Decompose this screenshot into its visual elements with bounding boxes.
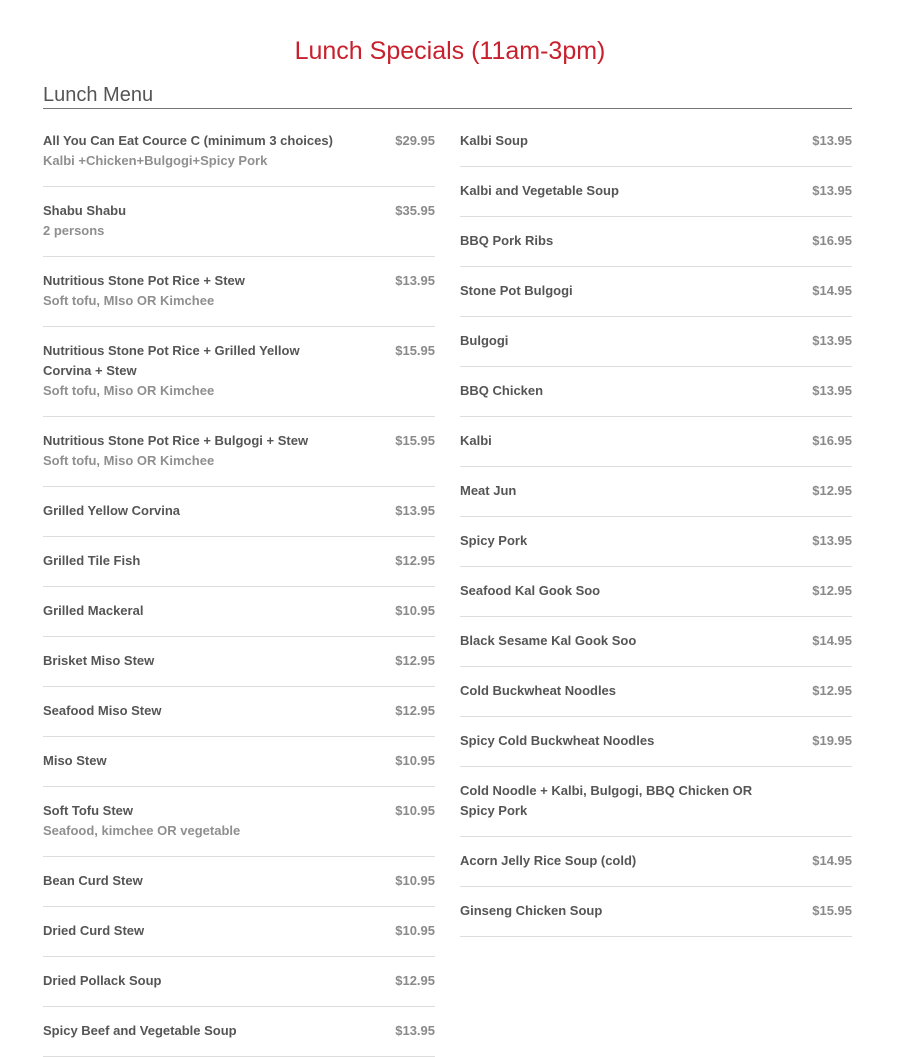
menu-item-name: Grilled Mackeral [43,603,144,618]
menu-item-row [43,651,435,671]
menu-item-price: $12.95 [395,973,435,988]
menu-item [460,467,852,517]
menu-item-description: Seafood, kimchee OR vegetable [43,823,241,838]
menu-item-name: Nutritious Stone Pot Rice + Stew [43,273,245,288]
menu-item [43,417,435,487]
menu-item-price: $12.95 [395,703,435,718]
menu-item-price: $13.95 [395,503,435,518]
menu-item-name: Kalbi and Vegetable Soup [460,183,619,198]
menu-item-row [460,781,852,821]
menu-item-name: Soft Tofu Stew [43,803,134,818]
menu-item-row [43,971,435,991]
menu-item-name: Kalbi [460,433,492,448]
menu-column-left [43,117,435,1057]
menu-item-name: Shabu Shabu [43,203,127,218]
menu-item-price: $13.95 [395,273,435,288]
menu-item-price: $12.95 [812,483,852,498]
menu-item-price: $16.95 [812,233,852,248]
menu-item-row [43,131,435,151]
menu-column-right [460,117,852,937]
menu-item-row [43,341,435,381]
menu-item-name: Spicy Beef and Vegetable Soup [43,1023,237,1038]
menu-item-price: $13.95 [812,383,852,398]
menu-item-row [460,681,852,701]
menu-item-price: $12.95 [395,553,435,568]
menu-item [43,737,435,787]
menu-item [43,537,435,587]
menu-item-row [43,871,435,891]
menu-item [460,837,852,887]
menu-item-name: Spicy Pork [460,533,528,548]
menu-item-row [460,181,852,201]
page-title: Lunch Specials (11am-3pm) [294,37,606,65]
menu-item-row [43,801,435,821]
menu-item-row [460,431,852,451]
menu-item-price: $15.95 [395,433,435,448]
menu-item-name: Seafood Kal Gook Soo [460,583,601,598]
menu-item-row [460,901,852,921]
menu-item-row [460,231,852,251]
menu-item-name: Black Sesame Kal Gook Soo [460,633,637,648]
menu-item [43,117,435,187]
menu-item [43,487,435,537]
menu-item-row [460,631,852,651]
menu-item [460,767,852,837]
menu-item-row [43,431,435,451]
menu-item-row [460,331,852,351]
menu-item-name: Nutritious Stone Pot Rice + Bulgogi + Stew [43,433,309,448]
menu-item [460,517,852,567]
menu-item-price: $10.95 [395,753,435,768]
menu-item [460,667,852,717]
menu-item-name: Grilled Tile Fish [43,553,141,568]
menu-item-description: Soft tofu, Miso OR Kimchee [43,453,215,468]
menu-item-row [460,481,852,501]
menu-item-row [43,601,435,621]
menu-item [460,117,852,167]
menu-item-name: Miso Stew [43,753,107,768]
menu-item-description: Soft tofu, MIso OR Kimchee [43,293,215,308]
menu-item-row [43,921,435,941]
menu-item-price: $13.95 [812,333,852,348]
menu-item-name: Bean Curd Stew [43,873,143,888]
menu-item [460,567,852,617]
menu-item [460,717,852,767]
menu-item-row [460,131,852,151]
menu-item-name: Brisket Miso Stew [43,653,155,668]
menu-item-name: All You Can Eat Cource C (minimum 3 choices) [43,133,333,148]
menu-item [460,367,852,417]
menu-item-description: Kalbi +Chicken+Bulgogi+Spicy Pork [43,153,268,168]
menu-item-row [43,271,435,291]
menu-item-name: BBQ Chicken [460,383,544,398]
section-title: Lunch Menu [43,84,154,106]
menu-item-price: $14.95 [812,853,852,868]
menu-item-price: $14.95 [812,283,852,298]
menu-item-name: Stone Pot Bulgogi [460,283,573,298]
menu-item-row [460,531,852,551]
menu-item-price: $10.95 [395,873,435,888]
menu-item-row [460,851,852,871]
menu-item [460,267,852,317]
menu-item [43,957,435,1007]
menu-item-name: Acorn Jelly Rice Soup (cold) [460,853,637,868]
menu-item-price: $35.95 [395,203,435,218]
menu-item [43,857,435,907]
menu-item-name: Grilled Yellow Corvina [43,503,181,518]
menu-item [43,687,435,737]
menu-item-price: $13.95 [395,1023,435,1038]
menu-item [460,417,852,467]
menu-item-row [43,751,435,771]
menu-item-name: Bulgogi [460,333,509,348]
menu-item [43,327,435,417]
menu-item-name: Dried Curd Stew [43,923,145,938]
menu-item-price: $15.95 [812,903,852,918]
menu-item-row [43,551,435,571]
menu-item-name: Spicy Cold Buckwheat Noodles [460,733,655,748]
menu-item [460,317,852,367]
section-header [43,83,852,109]
menu-item-price: $10.95 [395,603,435,618]
menu-item-name: Meat Jun [460,483,517,498]
menu-item-name: Kalbi Soup [460,133,528,148]
menu-item-name: Seafood Miso Stew [43,703,162,718]
menu-item [43,587,435,637]
menu-item-row [460,731,852,751]
menu-item-name: Dried Pollack Soup [43,973,162,988]
menu-item-price: $19.95 [812,733,852,748]
menu-item-row [43,501,435,521]
menu-item [460,217,852,267]
menu-item-row [460,581,852,601]
menu-item-name: Nutritious Stone Pot Rice + Grilled Yellow Corvina + Stew [43,343,300,378]
menu-item-price: $15.95 [395,343,435,358]
menu-item-description: 2 persons [43,223,105,238]
menu-item-price: $29.95 [395,133,435,148]
menu-item-row [43,1021,435,1041]
menu-item-price: $16.95 [812,433,852,448]
menu-item [43,637,435,687]
menu-item-price: $14.95 [812,633,852,648]
menu-item-row [43,701,435,721]
menu-item-name: Cold Noodle + Kalbi, Bulgogi, BBQ Chicken OR Spicy Pork [460,783,753,818]
menu-item [460,167,852,217]
menu-item [460,617,852,667]
menu-item-row [460,281,852,301]
menu-item-row [460,381,852,401]
menu-item [43,1007,435,1057]
menu-item [460,887,852,937]
menu-item [43,187,435,257]
menu-item-price: $13.95 [812,183,852,198]
menu-item-price: $12.95 [395,653,435,668]
menu-item-price: $10.95 [395,923,435,938]
menu-item-name: BBQ Pork Ribs [460,233,554,248]
menu-item-price: $12.95 [812,583,852,598]
menu-item-price: $10.95 [395,803,435,818]
menu-item [43,257,435,327]
menu-item-description: Soft tofu, Miso OR Kimchee [43,383,215,398]
menu-item-price: $13.95 [812,533,852,548]
menu-item-price: $13.95 [812,133,852,148]
menu-item [43,787,435,857]
menu-item [43,907,435,957]
menu-item-name: Ginseng Chicken Soup [460,903,603,918]
menu-item-row [43,201,435,221]
menu-item-price: $12.95 [812,683,852,698]
menu-item-name: Cold Buckwheat Noodles [460,683,617,698]
